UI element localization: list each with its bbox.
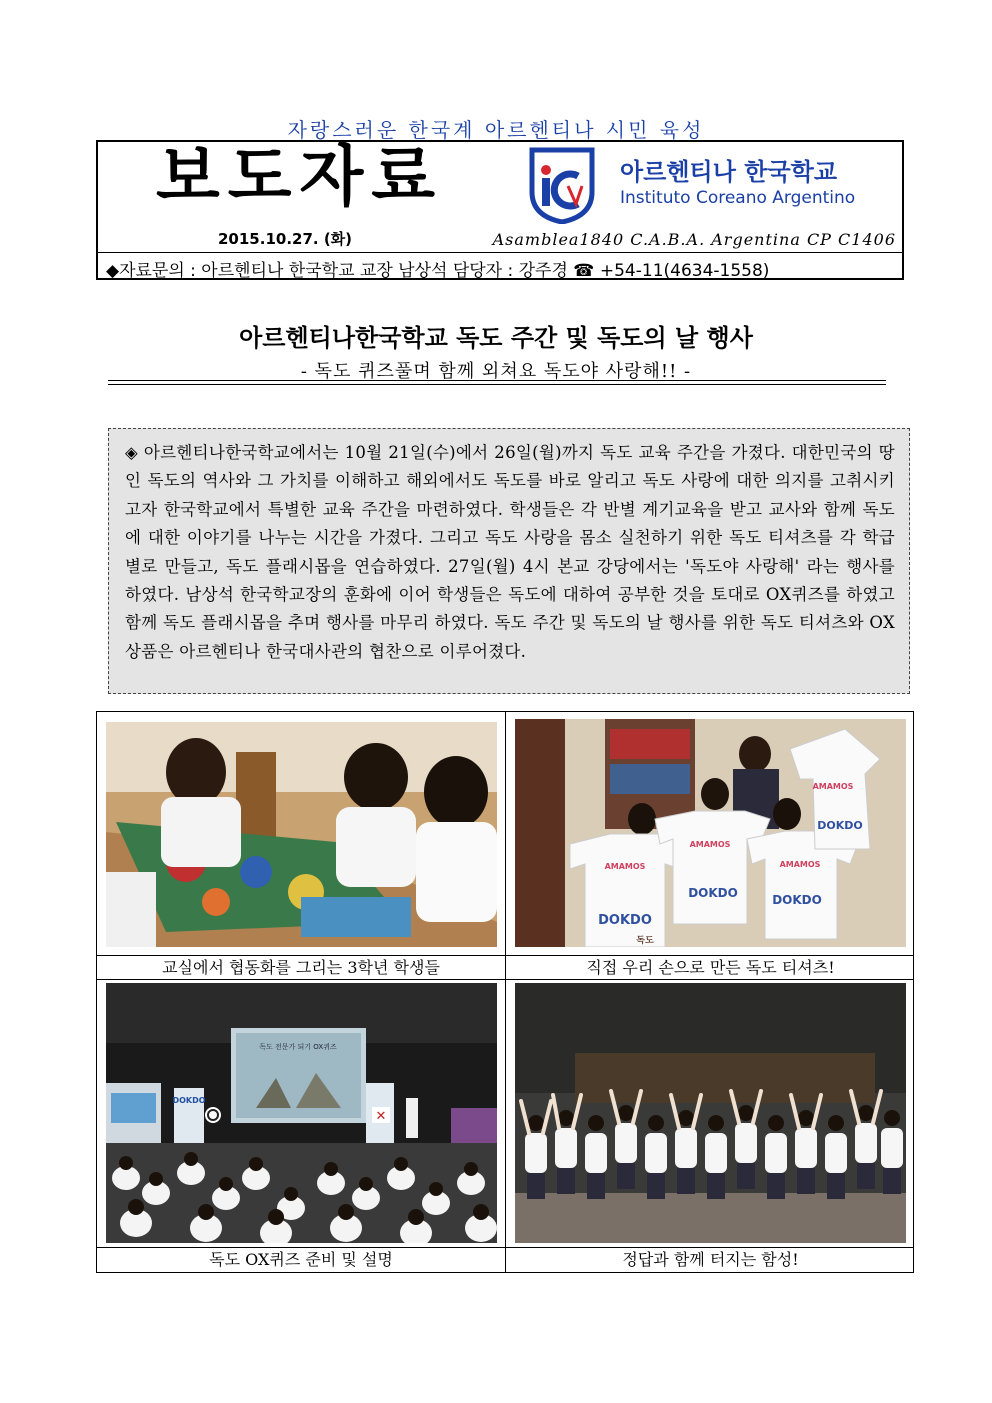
photo-ox-quiz — [106, 983, 497, 1243]
article-headline: 아르헨티나한국학교 독도 주간 및 독도의 날 행사 — [239, 324, 753, 352]
photo-caption: 정답과 함께 터지는 함성! — [622, 1250, 799, 1269]
article-body-box — [108, 428, 910, 694]
slogan: 자랑스러운 한국계 아르헨티나 시민 육성 — [287, 118, 705, 142]
shirt-label: AMAMOS — [779, 860, 821, 869]
photo-caption: 교실에서 협동화를 그리는 3학년 학생들 — [162, 958, 440, 977]
shirt-label: DOKDO — [817, 819, 863, 832]
svg-text:✕: ✕ — [375, 1109, 387, 1124]
shirt-label: AMAMOS — [689, 840, 731, 849]
shirt-label: DOKDO — [598, 913, 652, 928]
screen-text: 독도 전문가 되기 OX퀴즈 — [259, 1043, 337, 1051]
double-rule — [108, 380, 886, 385]
grid-divider — [97, 979, 913, 980]
page-title: 보도자료 — [156, 138, 444, 215]
shirt-label: 독도 — [636, 936, 654, 946]
shirt-label: AMAMOS — [604, 862, 646, 871]
release-date: 2015.10.27. (화) — [218, 230, 353, 248]
photo-tshirts — [515, 719, 906, 947]
photo-grid — [96, 711, 914, 1273]
shirt-label: DOKDO — [772, 893, 822, 907]
article-subheadline: - 독도 퀴즈풀며 함께 외쳐요 독도야 사랑해!! - — [300, 361, 692, 382]
shirt-label: DOKDO — [688, 886, 738, 900]
grid-divider — [505, 712, 506, 1272]
divider — [98, 252, 902, 253]
photo-cheering — [515, 983, 906, 1243]
photo-caption: 직접 우리 손으로 만든 독도 티셔츠! — [586, 958, 835, 977]
school-name-ko: 아르헨티나 한국학교 — [620, 158, 838, 186]
article-body: ◈ 아르헨티나한국학교에서는 10월 21일(수)에서 26일(월)까지 독도 교육 주간을 가졌다. 대한민국의 땅인 독도의 역사와 그 가치를 이해하고 해외에서도 독도를 바로 알리고 독도 사랑에 대한 의지를 고취시키고자 한국학교에서 특별한 교육 주간을 마련하였다. 학생들은 각 반별 계기교육을 받고 교사와 함께 독도에 대한 이야기를 나누는 시간을 가졌다. 그리고 독도 사랑을 몸소 실천하기 위한 독도 티셔츠를 각 학급별로 만들고, 독도 플래시몹을 연습하였다. 27일(월) 4시 본교 강당에서는 '독도야 사랑해' 라는 행사를 하였다. 남상석 한국학교장의 훈화에 이어 학생들은 독도에 대하여 공부한 것을 토대로 OX퀴즈를 하였고 함께 독도 플래시몹을 추며 행사를 마무리 하였다. 독도 주간 및 독도의 날 행사를 위한 독도 티셔츠와 OX상품은 아르헨티나 한국대사관의 협찬으로 이루어졌다. — [125, 443, 895, 661]
school-name-es: Instituto Coreano Argentino — [620, 188, 856, 208]
banner-text: DOKDO — [172, 1096, 206, 1105]
school-address: Asamblea1840 C.A.B.A. Argentina CP C1406 — [492, 230, 896, 249]
ica-logo-icon — [528, 146, 596, 224]
photo-caption: 독도 OX퀴즈 준비 및 설명 — [209, 1250, 393, 1269]
press-release-header — [96, 140, 904, 280]
photo-classroom-painting — [106, 722, 497, 947]
shirt-label: AMAMOS — [812, 782, 854, 791]
contact-info: ◆자료문의 : 아르헨티나 한국학교 교장 남상석 담당자 : 강주경 ☎ +54-11(4634-1558) — [106, 261, 770, 281]
